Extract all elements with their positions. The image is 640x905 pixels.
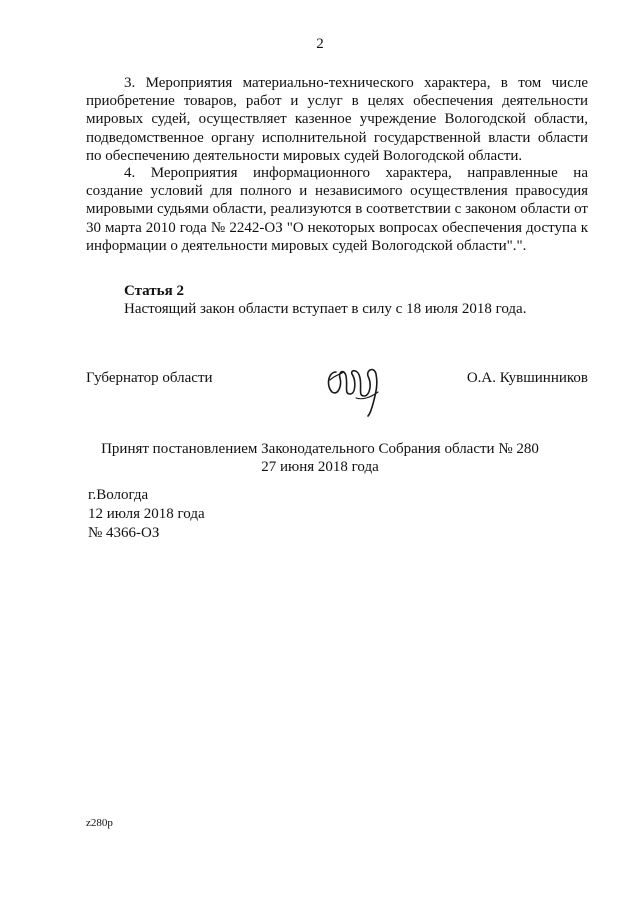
paragraph-3: 3. Мероприятия материально-технического характера, в том числе приобретение товаров, работ и услуг в целях обеспечения деятельности мировых судей, осуществляет казенное учреждение Вологодской области, подведомственное органу исполнительной государственной власти области по обеспечению деятельности мировых судей Вологодской области.	[86, 75, 588, 164]
adoption-note	[0, 440, 640, 476]
adoption-line-2: 27 июня 2018 года	[261, 459, 379, 475]
handwritten-signature	[322, 350, 386, 418]
place-date-block	[88, 486, 205, 543]
page-number: 2	[316, 36, 324, 52]
paragraph-4: 4. Мероприятия информационного характера, направленные на создание условий для полного и независимого осуществления правосудия мировыми судьями области, реализуются в соответствии с законом области от 30 марта 2010 года № 2242-ОЗ "О некоторых вопросах обеспечения доступа к информации о деятельности мировых судей Вологодской области".".	[86, 165, 588, 254]
adoption-line-1: Принят постановлением Законодательного Собрания области № 280	[101, 441, 539, 457]
signer-title: Губернатор области	[86, 370, 213, 386]
footer-code: z280p	[86, 817, 113, 829]
place-date: 12 июля 2018 года	[88, 506, 205, 522]
article-2-text: Настоящий закон области вступает в силу с 18 июля 2018 года.	[124, 301, 527, 317]
article-2-title: Статья 2	[124, 283, 184, 299]
signer-name: О.А. Кувшинников	[466, 370, 588, 386]
law-number: № 4366-ОЗ	[88, 525, 160, 541]
place-city: г.Вологда	[88, 487, 149, 503]
